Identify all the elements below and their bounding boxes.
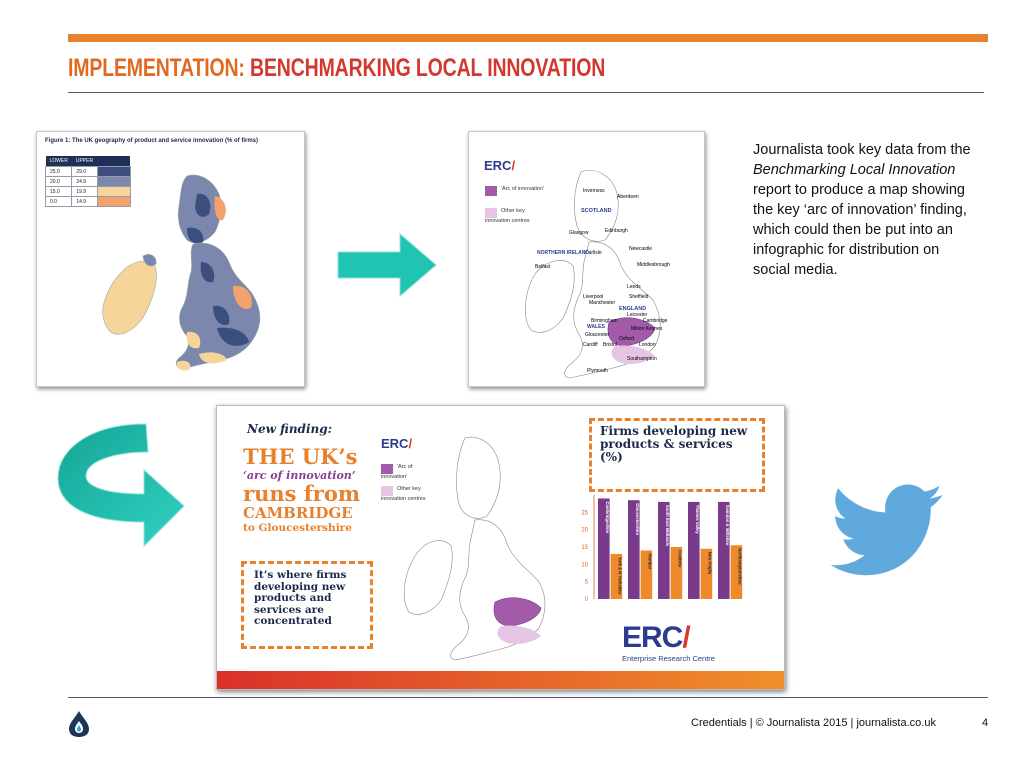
y-tick-label: 15	[581, 545, 588, 551]
bar-category-label: Humber	[647, 553, 653, 570]
journalista-drop-icon	[67, 710, 91, 738]
map-label-england: ENGLAND	[619, 306, 647, 312]
description-text: Journalista took key data from the Benchmarking Local Innovation report to produce a map showing the key ‘arc of innovation’ finding, which could then be put into an infographic for distribution on social media.	[753, 142, 971, 278]
map-label-belfast: Belfast	[535, 264, 551, 270]
y-tick-label: 0	[584, 597, 588, 603]
ig-key-other: Other key innovation centres	[381, 486, 426, 502]
footer-credit: Credentials | © Journalista 2015 | journalista.co.uk	[691, 717, 936, 729]
erc-logo-subtitle: Enterprise Research Centre	[622, 654, 715, 663]
arc-innovation-map	[469, 132, 704, 386]
map-label-aberdeen: Aberdeen	[617, 194, 639, 200]
page-number: 4	[982, 717, 989, 729]
arc-map-panel	[468, 131, 705, 387]
map-label-plymouth: Plymouth	[587, 368, 608, 374]
bar-category-label: Cumbria	[677, 550, 683, 567]
ig-key-arc: 'Arc of innovation'	[381, 464, 413, 480]
y-tick-label: 25	[581, 510, 588, 517]
concentrated-callout: It’s where firms developing new products and services are concentrated	[241, 561, 373, 649]
bar-category-label: Cambridgeshire	[604, 501, 610, 534]
slide-title	[68, 54, 605, 83]
map-label-manchester: Manchester	[589, 300, 616, 306]
map-label-edinburgh: Edinburgh	[605, 228, 628, 234]
map-label-milton-keynes: Milton Keynes	[631, 326, 663, 332]
map-label-sheffield: Sheffield	[629, 294, 649, 300]
map-label-oxford: Oxford	[619, 336, 635, 342]
map-label-inverness: Inverness	[583, 188, 605, 194]
map-label-cardiff: Cardiff	[583, 342, 598, 348]
title-part-1: IMPLEMENTATION:	[68, 54, 251, 82]
bar-category-label: New Anglia	[707, 551, 713, 575]
map-label-gloucester: Gloucester	[585, 332, 610, 338]
figure1-panel	[36, 131, 305, 387]
y-tick-label: 5	[584, 579, 588, 586]
key-arc: 'Arc of innovation'	[485, 186, 545, 196]
title-part-2: BENCHMARKING LOCAL INNOVATION	[250, 54, 606, 82]
erc-logo-small: ERC/	[484, 158, 516, 173]
innovation-bar-chart	[572, 491, 752, 611]
key-other: Other key innovation centres	[485, 208, 530, 224]
infographic-gradient-bar	[217, 671, 784, 689]
y-tick-label: 20	[581, 527, 588, 534]
arrow-right-icon	[336, 230, 440, 300]
map-label-middlesbrough: Middlesbrough	[637, 262, 670, 268]
map-label-northern-ireland: NORTHERN IRELAND	[537, 250, 589, 256]
top-accent-bar	[68, 34, 988, 42]
bar-category-label: Thames Valley	[694, 504, 700, 534]
map-label-wales: WALES	[587, 324, 605, 330]
map-label-scotland: SCOTLAND	[581, 208, 612, 214]
legend-header-lower: LOWER	[46, 156, 72, 167]
bar-category-label: Gloucestershire	[634, 503, 640, 536]
map-label-cambridge: Cambridge	[643, 318, 668, 324]
footer-divider	[68, 697, 988, 698]
bar-category-label: Swindon & Wiltshire	[724, 504, 730, 546]
legend-header-upper: UPPER	[72, 156, 97, 167]
map-label-leicester: Leicester	[627, 312, 648, 318]
infographic-panel	[216, 405, 785, 690]
twitter-bird-icon	[830, 484, 945, 579]
infographic-headline: THE UK’s ‘arc of innovation’ runs from CAMBRIDGE to Gloucestershire	[243, 444, 361, 534]
new-finding-label: New finding:	[247, 422, 333, 436]
bar-category-label: York & N Yorkshire	[617, 556, 623, 595]
map-label-birmingham: Birmingham	[591, 318, 618, 324]
legend-row: 15.0 19.9	[46, 187, 131, 197]
map-label-newcastle: Newcastle	[629, 246, 653, 252]
legend-row: 20.0 24.9	[46, 177, 131, 187]
map-label-glasgow: Glasgow	[569, 230, 589, 236]
map-label-bristol: Bristol	[603, 342, 617, 348]
map-label-carlisle: Carlisle	[585, 250, 602, 256]
legend-row: 0.0 14.9	[46, 197, 131, 207]
legend-row: 25.0 29.0	[46, 167, 131, 177]
bar-category-label: Northamptonshire	[737, 548, 743, 585]
figure1-caption: Figure 1: The UK geography of product and service innovation (% of firms)	[45, 138, 259, 144]
uk-choropleth-map	[37, 132, 304, 386]
map-label-london: London	[639, 342, 656, 348]
curved-arrow-icon	[52, 418, 192, 553]
map-label-southampton: Southampton	[627, 356, 657, 362]
y-tick-label: 10	[581, 562, 588, 569]
bar-category-label: South East Midlands	[664, 504, 670, 547]
map-label-leeds: Leeds	[627, 284, 641, 290]
erc-logo-infographic: ERC/	[381, 436, 413, 451]
map-label-liverpool: Liverpool	[583, 294, 604, 300]
chart-title-box: Firms developing new products & services (%)	[589, 418, 765, 492]
title-divider	[68, 92, 984, 93]
erc-logo-large: ERC/	[622, 621, 690, 654]
